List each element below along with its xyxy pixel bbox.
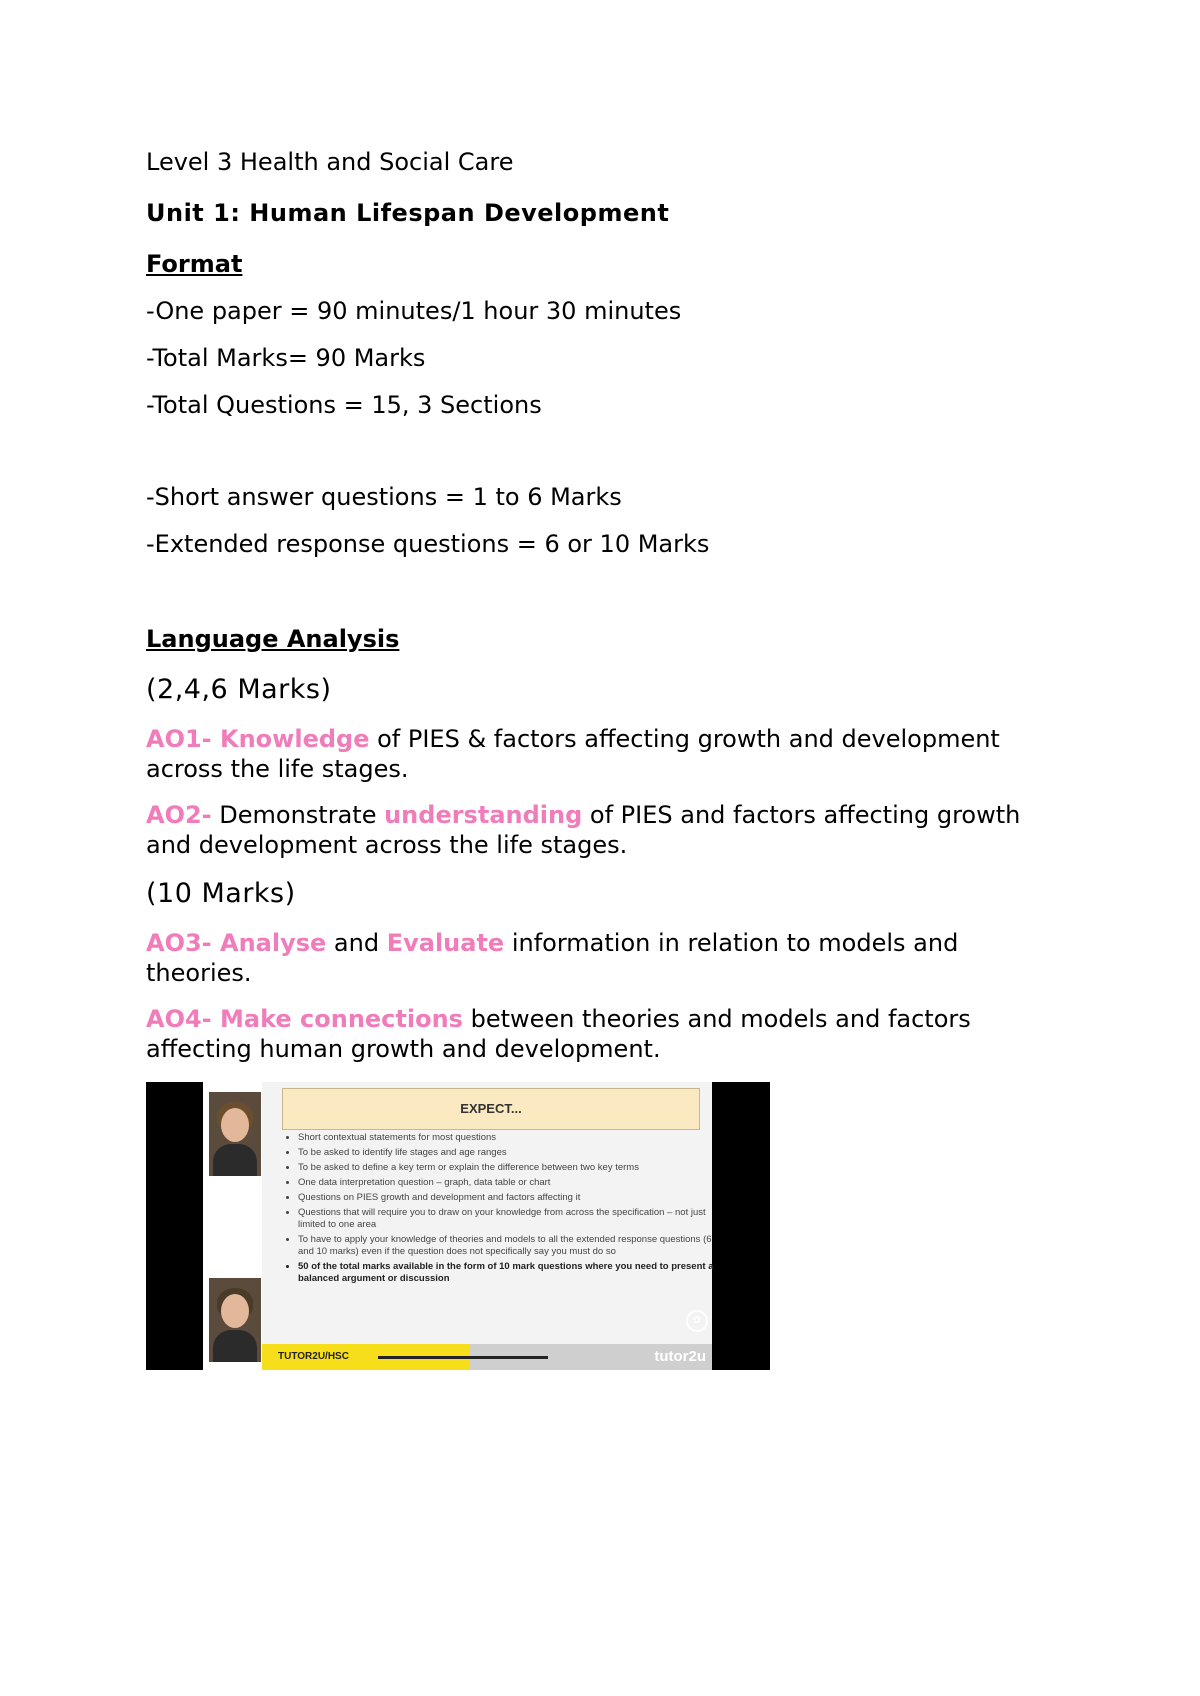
format-heading: Format [146,250,243,278]
ao2-key: understanding [384,801,583,829]
ao1-tag: AO1- Knowledge [146,725,370,753]
ao4-text: between theories and models and factors affecting human growth and development. [146,1005,971,1063]
unit-title: Unit 1: Human Lifespan Development [146,199,670,227]
channel-logo-icon: ✿ [686,1310,708,1332]
ao2-tag: AO2- [146,801,212,829]
brand-logo: tutor2u [654,1348,706,1365]
slide-bullet: • To have to apply your knowledge of theories and models to all the extended response questions (6 and 10 marks) even if the question does not specifically say you must do so [298,1234,718,1258]
footer-tag: TUTOR2U/HSC [262,1344,470,1370]
ao3-tag: AO3- Analyse [146,929,327,957]
embedded-video-screenshot [146,1082,770,1370]
webcam-presenter-2 [209,1278,261,1362]
slide-bullet: • To be asked to identify life stages and age ranges [298,1147,718,1159]
slide-bullet-bold: • 50 of the total marks available in the form of 10 mark questions where you need to present a balanced argument or discussion [298,1261,718,1285]
slide-bullet: • Questions on PIES growth and development and factors affecting it [298,1192,718,1204]
ao2-pre: Demonstrate [211,801,385,829]
slide-bullet-list [282,1132,718,1288]
video-progress-bar[interactable] [378,1356,548,1359]
ao1-paragraph [146,724,1066,784]
ao4-tag: AO4- Make connections [146,1005,463,1033]
language-heading: Language Analysis [146,625,400,653]
ao2-text: of PIES and factors affecting growth and development across the life stages. [146,801,1021,859]
webcam-presenter-1 [209,1092,261,1176]
ao3-text: information in relation to models and theories. [146,929,959,987]
format-line: -Short answer questions = 1 to 6 Marks [146,483,622,511]
ao4-paragraph [146,1004,1066,1064]
ao3-mid: and [326,929,387,957]
format-line: -Total Questions = 15, 3 Sections [146,391,542,419]
format-line: -Extended response questions = 6 or 10 Marks [146,530,710,558]
course-title: Level 3 Health and Social Care [146,148,514,176]
ao1-text: of PIES & factors affecting growth and development across the life stages. [146,725,1000,783]
slide-bullet: • To be asked to define a key term or explain the difference between two key terms [298,1162,718,1174]
ao3-paragraph [146,928,1066,988]
format-line: -One paper = 90 minutes/1 hour 30 minutes [146,297,682,325]
video-footer-bar [262,1344,712,1370]
marks-group-b: (10 Marks) [146,878,296,909]
slide-bullet: • Short contextual statements for most questions [298,1132,718,1144]
marks-group-a: (2,4,6 Marks) [146,674,332,705]
slide-bullet: • One data interpretation question – graph, data table or chart [298,1177,718,1189]
ao2-paragraph [146,800,1066,860]
format-line: -Total Marks= 90 Marks [146,344,426,372]
presentation-slide [262,1082,712,1370]
slide-title: EXPECT... [282,1088,700,1130]
ao3-key: Evaluate [386,929,505,957]
slide-bullet: • Questions that will require you to draw on your knowledge from across the specification – not just limited to one area [298,1207,718,1231]
